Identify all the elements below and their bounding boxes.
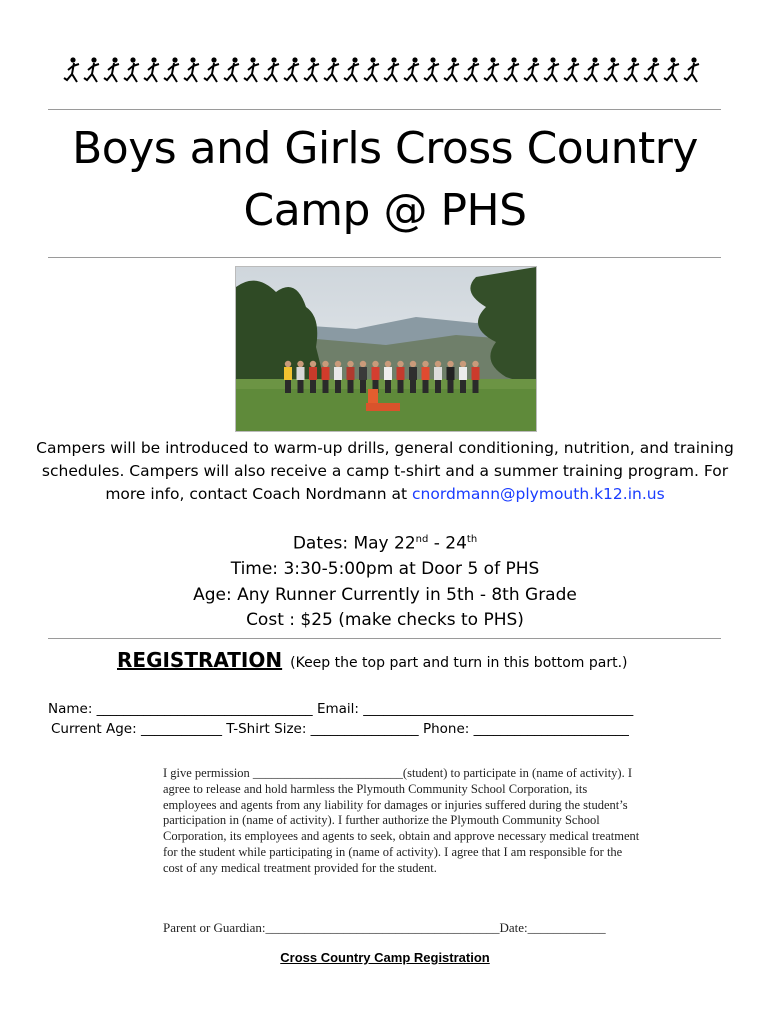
intro-line-prefix: more info, contact Coach Nordmann at: [105, 485, 413, 503]
runner-figure-icon: [664, 57, 679, 82]
page-title-line-1: Boys and Girls Cross Country: [72, 123, 698, 174]
runner-figure-icon: [624, 57, 639, 82]
runner-figure-icon: [124, 57, 139, 82]
top-divider: [48, 109, 721, 110]
runner-figures-icon: [62, 52, 702, 92]
registration-heading: REGISTRATION: [117, 648, 283, 672]
intro-line: Campers will be introduced to warm-up drills, general conditioning, nutrition, and training: [36, 439, 734, 457]
runner-figure-icon: [284, 57, 299, 82]
camp-details: [0, 527, 770, 634]
runner-figure-icon: [464, 57, 479, 82]
form-footer-title: Cross Country Camp Registration: [280, 950, 490, 965]
runner-figure-icon: [544, 57, 559, 82]
runner-figure-icon: [104, 57, 119, 82]
guardian-signature-line[interactable]: Parent or Guardian:____________________________________Date:____________: [163, 920, 606, 935]
coach-email-link[interactable]: cnordmann@plymouth.k12.in.us: [412, 485, 665, 503]
dates-start: Dates: May 22: [292, 533, 416, 554]
time-line: Time: 3:30-5:00pm at Door 5 of PHS: [230, 559, 540, 580]
group-photo: [235, 266, 537, 432]
runner-figure-icon: [184, 57, 199, 82]
runner-figure-icon: [224, 57, 239, 82]
runner-figure-icon: [264, 57, 279, 82]
cost-line: Cost : $25 (make checks to PHS): [246, 610, 524, 631]
runner-figure-icon: [684, 57, 699, 82]
intro-line: schedules. Campers will also receive a camp t-shirt and a summer training program. For: [41, 462, 729, 480]
runner-figure-icon: [484, 57, 499, 82]
runner-figure-icon: [304, 57, 319, 82]
camper-figure: [366, 403, 400, 411]
runner-figure-icon: [324, 57, 339, 82]
dates-suffix-1: nd: [415, 534, 429, 545]
dates-suffix-2: th: [466, 534, 478, 545]
runner-figure-icon: [504, 57, 519, 82]
age-shirt-phone-field-line[interactable]: Current Age: ____________ T-Shirt Size: ________________ Phone: _______________________: [51, 721, 629, 737]
runner-figure-icon: [204, 57, 219, 82]
camper-figure: [368, 389, 378, 403]
runner-figure-icon: [384, 57, 399, 82]
runner-figure-icon: [604, 57, 619, 82]
registration-header: [117, 648, 628, 672]
runner-figure-icon: [164, 57, 179, 82]
runner-figure-icon: [144, 57, 159, 82]
permission-statement: I give permission ________________________(student) to participate in (name of activity). I agree to release and hold harmless the Plymouth Community School Corporation, its employees and agents from any liability for damages or injuries suffered during the student’s participation in (name of activity). I further authorize the Plymouth Community School Corporation, its employees and agents to seek, obtain and approve necessary medical treatment for the student while participating in (name of activity). I agree that I am responsible for the cost of any medical treatment provided for the student.: [163, 766, 640, 875]
runner-figure-icon: [424, 57, 439, 82]
registration-divider: [48, 638, 721, 639]
dates-end: - 24: [428, 533, 467, 554]
runner-figure-icon: [244, 57, 259, 82]
title-divider: [48, 257, 721, 258]
runner-figure-icon: [644, 57, 659, 82]
dates-line: [0, 527, 770, 557]
intro-line: [30, 483, 740, 506]
age-line: Age: Any Runner Currently in 5th - 8th Grade: [193, 584, 577, 605]
runner-figure-icon: [524, 57, 539, 82]
runner-figure-icon: [404, 57, 419, 82]
runner-figure-icon: [84, 57, 99, 82]
runner-figure-icon: [64, 57, 79, 82]
registration-note: (Keep the top part and turn in this bottom part.): [290, 655, 628, 671]
runner-figure-icon: [564, 57, 579, 82]
name-email-field-line[interactable]: Name: ________________________________ Email: ________________________________________: [48, 701, 634, 717]
runner-figure-icon: [444, 57, 459, 82]
runner-figure-icon: [584, 57, 599, 82]
runner-figure-icon: [364, 57, 379, 82]
runner-figure-icon: [344, 57, 359, 82]
intro-text: [30, 437, 740, 506]
page-title-line-2: Camp @ PHS: [243, 185, 527, 236]
